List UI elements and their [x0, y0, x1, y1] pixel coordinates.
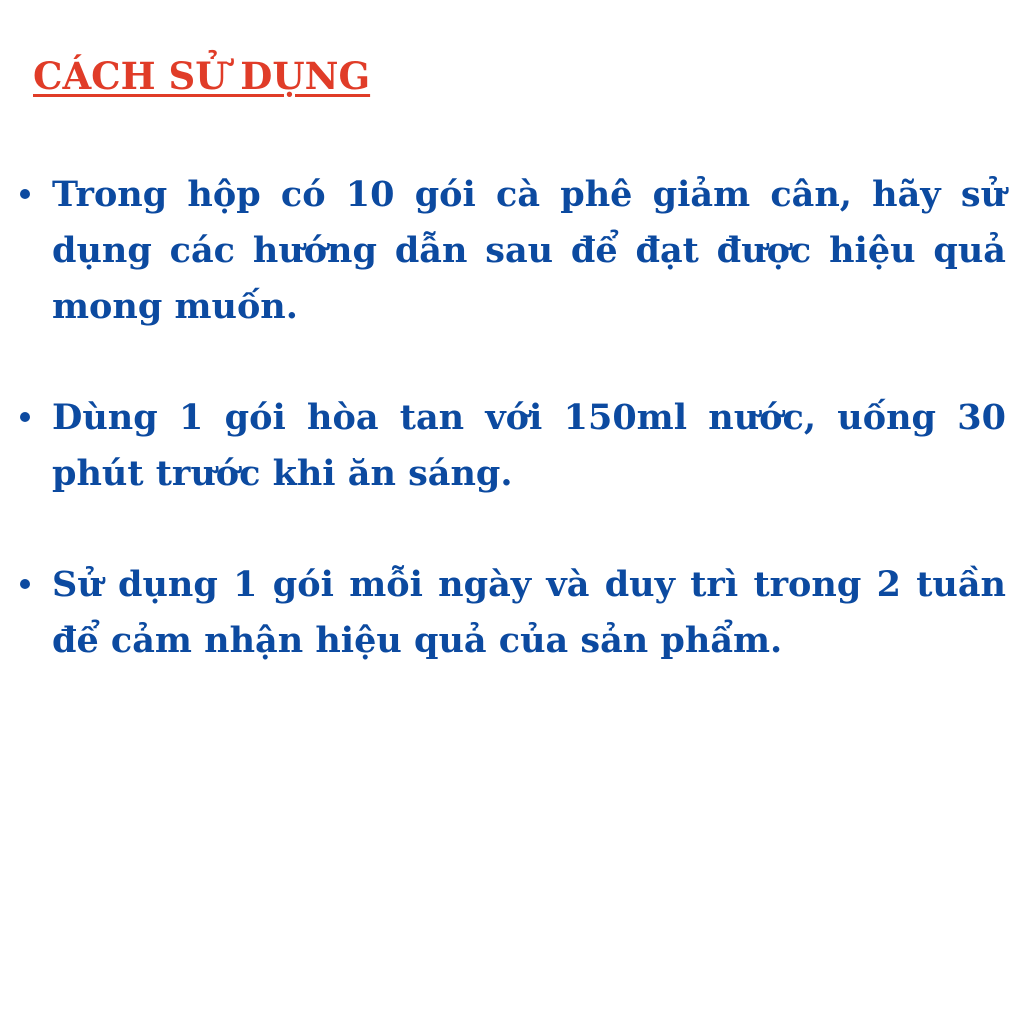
instruction-text: Trong hộp có 10 gói cà phê giảm cân, hãy sử dụng các hướng dẫn sau để đạt được hiệu quả mong muốn. — [52, 174, 1006, 327]
list-item — [20, 557, 1006, 669]
bullet-icon — [20, 189, 30, 199]
bullet-icon — [20, 412, 30, 422]
list-item — [20, 167, 1006, 335]
instruction-text: Dùng 1 gói hòa tan với 150ml nước, uống 30 phút trước khi ăn sáng. — [52, 397, 1006, 494]
instruction-text: Sử dụng 1 gói mỗi ngày và duy trì trong 2 tuần để cảm nhận hiệu quả của sản phẩm. — [52, 564, 1006, 661]
instruction-list — [20, 167, 1006, 669]
page-title: CÁCH SỬ DỤNG — [33, 54, 371, 98]
list-item — [20, 390, 1006, 502]
bullet-icon — [20, 579, 30, 589]
